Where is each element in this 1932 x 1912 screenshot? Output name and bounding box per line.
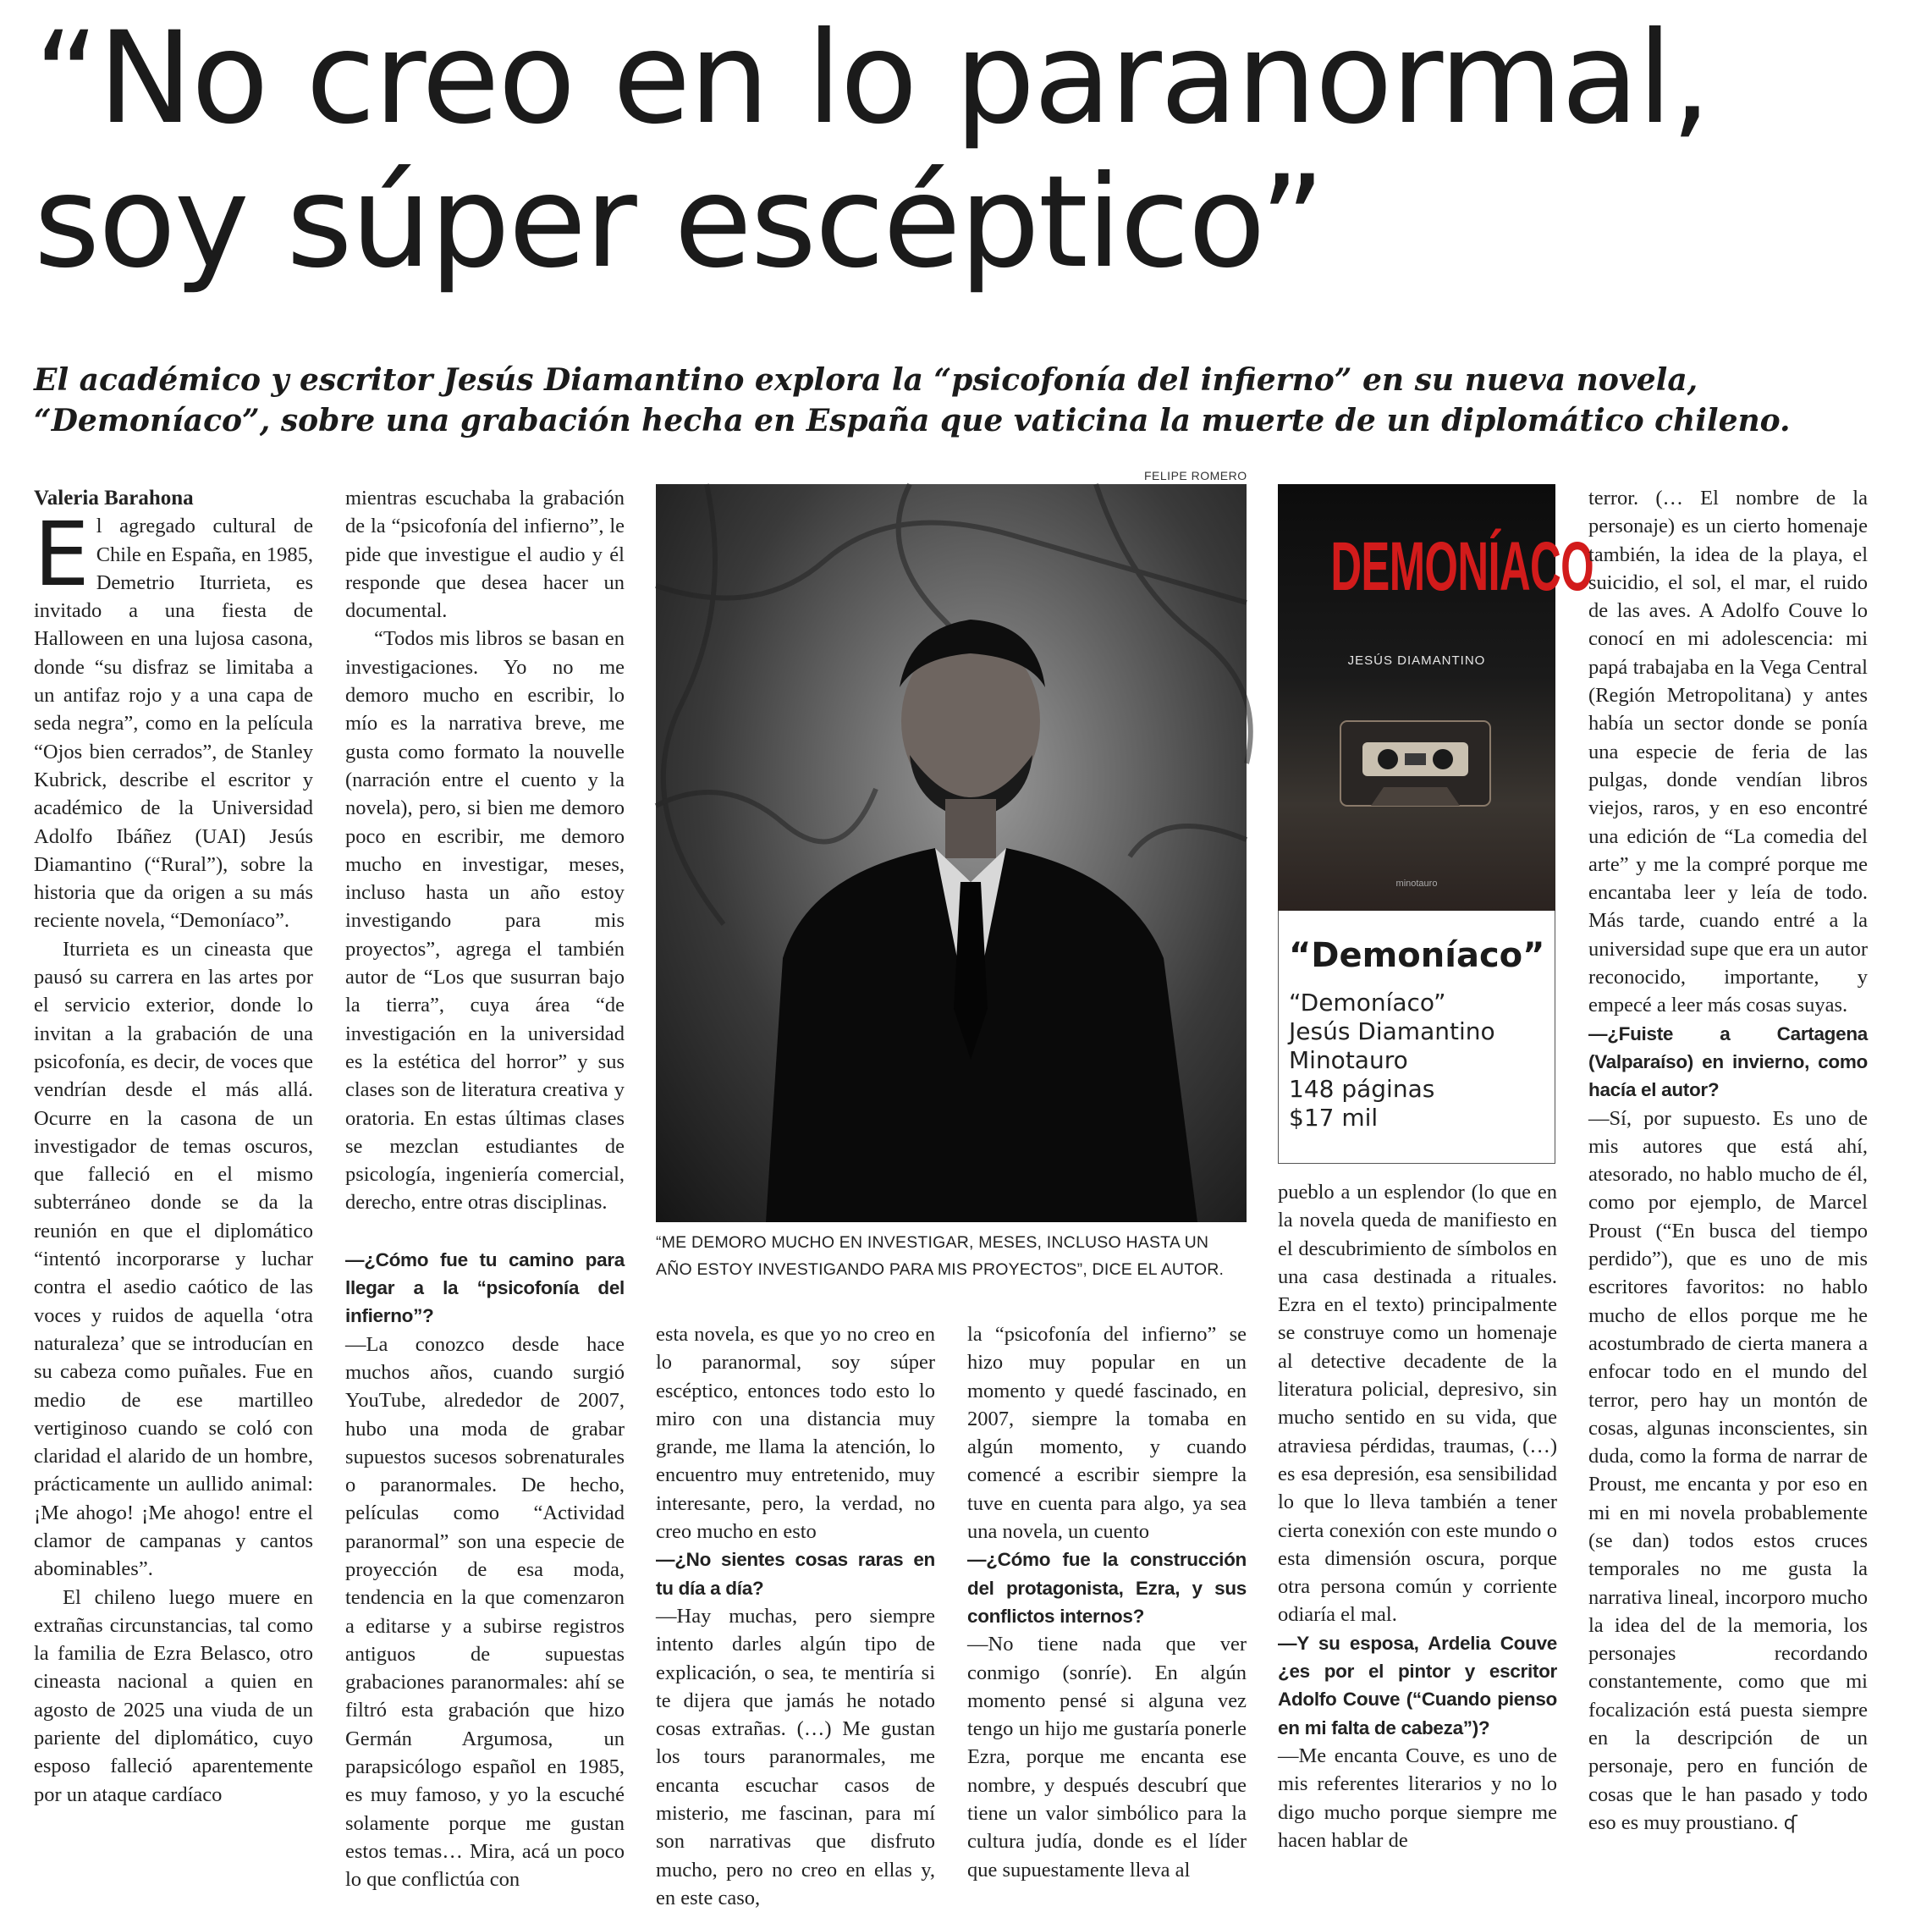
paragraph: mientras escuchaba la grabación de la “psicofonía del infierno”, le pide que investigue el audio y él responde que desea hacer un documental.	[345, 487, 625, 623]
paragraph-text: l agregado cultural de Chile en España, en 1985, Demetrio Iturrieta, es invitado a una fiesta de Halloween en una lujosa casona, donde “su disfraz se limitaba a un antifaz rojo y a una capa de seda negra”, como en la película “Ojos bien cerrados”, de Stanley Kubrick, describe el escritor y académico de la Universidad Adolfo Ibáñez (UAI) Jesús Diamantino (“Rural”), sobre la historia que da origen a su más reciente novela, “Demoníaco”.	[34, 515, 313, 933]
byline: Valeria Barahona	[34, 487, 194, 510]
author-portrait-illustration	[656, 484, 1247, 1222]
book-info-line: $17 mil	[1289, 1104, 1379, 1132]
interview-answer: —La conozco desde hace muchos años, cuando surgió YouTube, alrededor de 2007, hubo una moda de grabar supuestos sucesos sobrenaturales o paranormales. De hecho, películas como “Actividad paranormal” son una especie de proyección de esa moda, tendencia en la que comenzaron a editarse y a subirse registros antiguos de supuestas grabaciones paranormales: ahí se filtró esta grabación que hizo Germán Argumosa, un parapsicólogo español en 1985, es muy famoso, y yo la escuché solamente porque me gustan estos temas… Mira, acá un poco lo que conflictúa con	[345, 1332, 625, 1892]
opening-paragraph	[34, 503, 313, 934]
author-photo	[656, 484, 1247, 1222]
article-column-4	[967, 1320, 1247, 1884]
book-info-title: “Demoníaco”	[1289, 936, 1545, 975]
drop-cap: E	[34, 503, 90, 607]
interview-question: —¿No sientes cosas raras en tu día a día?	[656, 1549, 935, 1599]
headline-line-2: soy súper escéptico”	[34, 149, 1324, 296]
paragraph: la “psicofonía del infierno” se hizo muy popular en un momento y quedé fascinado, en 2007, siempre la tomaba en algún momento, y cuando comencé a escribir siempre la tuve en cuenta para algo, ya sea una novela, un cuento	[967, 1323, 1247, 1544]
paragraph: Iturrieta es un cineasta que pausó su carrera en las artes por el servicio exterior, donde lo invitan a la grabación de una psicofonía, es decir, de voces que vendrían desde el más allá. Ocurre en la casona de un investigador de temas oscuros, que falleció en el mismo subterráneo donde se da la reunión en que el diplomático “intentó incorporarse y luchar contra el asedio caótico de las voces y ruidos de aquella ‘otra naturaleza’ que se introducían en su cabeza como puñales. Fue en medio de ese martilleo vertiginoso cuando se coló con claridad el alarido de un hombre, prácticamente un aullido animal: ¡Me ahogo! ¡Me ahogo! entre el clamor de campanas y cantos abominables”.	[34, 937, 313, 1581]
interview-answer: —Me encanta Couve, es uno de mis referentes literarios y no lo digo mucho porque siempre me hacen hablar de	[1278, 1744, 1557, 1852]
book-info-line: 148 páginas	[1289, 1075, 1435, 1103]
interview-answer	[1588, 1105, 1868, 1838]
photo-caption: “ME DEMORO MUCHO EN INVESTIGAR, MESES, INCLUSO HASTA UN AÑO ESTOY INVESTIGANDO PARA MIS PROYECTOS”, DICE EL AUTOR.	[656, 1233, 1225, 1279]
book-info-line: “Demoníaco”	[1289, 989, 1446, 1017]
interview-question: —Y su esposa, Ardelia Couve ¿es por el pintor y escritor Adolfo Couve (“Cuando pienso en mi falta de cabeza”)?	[1278, 1632, 1557, 1738]
paragraph: “Todos mis libros se basan en investigaciones. Yo no me demoro mucho en escribir, lo mío es la narrativa breve, me gusta como formato la nouvelle (narración entre el cuento y la novela), pero, si bien me demoro poco en escribir, me demoro mucho en investigar, meses, incluso hasta un año estoy investigando para mis proyectos”, agrega el también autor de “Los que susurran bajo la tierra”, cuya área “de investigación en la universidad es la estética del horror” y sus clases son de literatura creativa y oratoria. En estas últimas clases se mezclan estudiantes de psicología, ingeniería comercial, derecho, entre otras disciplinas.	[345, 627, 625, 1215]
paragraph: esta novela, es que yo no creo en lo paranormal, soy súper escéptico, entonces todo esto lo miro con una distancia muy grande, me llama la atención, lo encuentro muy entretenido, muy interesante, pero, la verdad, no creo mucho en esto	[656, 1323, 935, 1544]
paragraph: pueblo a un esplendor (lo que en la novela queda de manifiesto en el descubrimiento de símbolos en una casa destinada a rituales. Ezra en el texto) principalmente se construye como un homenaje al detective decadente de la literatura policial, depresivo, sin mucho sentido en su vida, que atraviesa pérdidas, traumas, (…) es esa depresión, esa sensibilidad lo que lo lleva también a tener cierta conexión con este mundo o esta dimensión oscura, porque otra persona común y corriente odiaría el mal.	[1278, 1181, 1557, 1627]
book-info-line: Minotauro	[1289, 1046, 1408, 1074]
book-info-box	[1278, 911, 1555, 1164]
end-mark-icon: ʠ	[1783, 1812, 1797, 1834]
book-cover-title: DEMONÍACO	[1330, 528, 1594, 605]
book-cover	[1278, 484, 1594, 911]
interview-answer: —Hay muchas, pero siempre intento darles algún tipo de explicación, o sea, te mentiría si te dijera que jamás he notado cosas extrañas. (…) Me gustan los tours paranormales, me encanta escuchar casos de misterio, me fascinan, para mí son narrativas que disfruto mucho, pero no creo en ellas y, en este caso,	[656, 1604, 935, 1909]
book-cover-author: JESÚS DIAMANTINO	[1347, 653, 1486, 668]
article-column-1	[34, 484, 313, 1809]
paragraph: terror. (… El nombre de la personaje) es un cierto homenaje también, la idea de la playa, el suicidio, el sol, el mar, el ruido de las aves. A Adolfo Couve lo conocí en mi adolescencia: mi papá trabajaba en la Vega Central (Región Metropolitana) y antes había un sector donde se ponía una especie de feria de las pulgas, donde vendían libros viejos, raros, y en eso encontré una edición de “La comedia del arte” y me la compré porque me encantaba leer y leía de todo. Más tarde, cuando entré a la universidad supe que era un autor reconocido, importante, y empecé a leer más cosas suyas.	[1588, 487, 1868, 1017]
cassette-tape-icon	[1337, 713, 1494, 813]
interview-answer: —No tiene nada que ver conmigo (sonríe). En algún momento pensé si alguna vez tengo un hijo me gustaría ponerle Ezra, porque me encanta ese nombre, y después descubrí que tiene un valor simbólico para la cultura judía, donde es el líder que supuestamente lleva al	[967, 1633, 1247, 1882]
standfirst: El académico y escritor Jesús Diamantino explora la “psicofonía del infierno” en su nueva novela, “Demoníaco”, sobre una grabación hecha en España que vaticina la muerte de un diplomático chileno.	[34, 362, 1791, 438]
paragraph: El chileno luego muere en extrañas circunstancias, tal como la familia de Ezra Belasco, otro cineasta nacional a quien en agosto de 2025 una viuda de un pariente del diplomático, cuyo esposo falleció aparentemente por un ataque cardíaco	[34, 1585, 313, 1806]
book-cover-publisher: minotauro	[1395, 879, 1438, 889]
book-info-details	[1289, 989, 1495, 1132]
interview-question: —¿Cómo fue tu camino para llegar a la “psicofonía del infierno”?	[345, 1248, 625, 1327]
answer-text: —Sí, por supuesto. Es uno de mis autores que está ahí, atesorado, no hablo mucho de él, como por ejemplo, de Marcel Proust (“En busca del tiempo perdido”), que es uno de mis escritores favoritos: no hablo mucho de ellos porque me he acostumbrado de cierta manera a enfocar todo en el mundo del terror, pero hay un montón de cosas, algunas inconscientes, sin duda, como la forma de narrar de Proust, me encanta y por eso en mi en mi novela probablemente (se dan) todos estos cruces temporales no me gusta la narrativa lineal, incorporo mucho la idea del de la memoria, los personajes recordando constantemente, como que mi focalización está puesta siempre en la descripción de un personaje, pero en función de cosas que le han pasado y todo eso es muy proustiano.	[1588, 1106, 1868, 1834]
headline	[34, 7, 1913, 295]
article-column-2	[345, 484, 625, 1894]
interview-question: —¿Cómo fue la construcción del protagonista, Ezra, y sus conflictos internos?	[967, 1549, 1247, 1627]
interview-question: —¿Fuiste a Cartagena (Valparaíso) en invierno, como hacía el autor?	[1588, 1022, 1868, 1101]
headline-line-1: “No creo en lo paranormal,	[34, 5, 1710, 152]
photo-credit: FELIPE ROMERO	[1144, 469, 1247, 482]
article-column-6	[1588, 484, 1868, 1838]
article-column-5	[1278, 1178, 1557, 1854]
article-column-3	[656, 1320, 935, 1912]
book-info-line: Jesús Diamantino	[1289, 1017, 1495, 1045]
